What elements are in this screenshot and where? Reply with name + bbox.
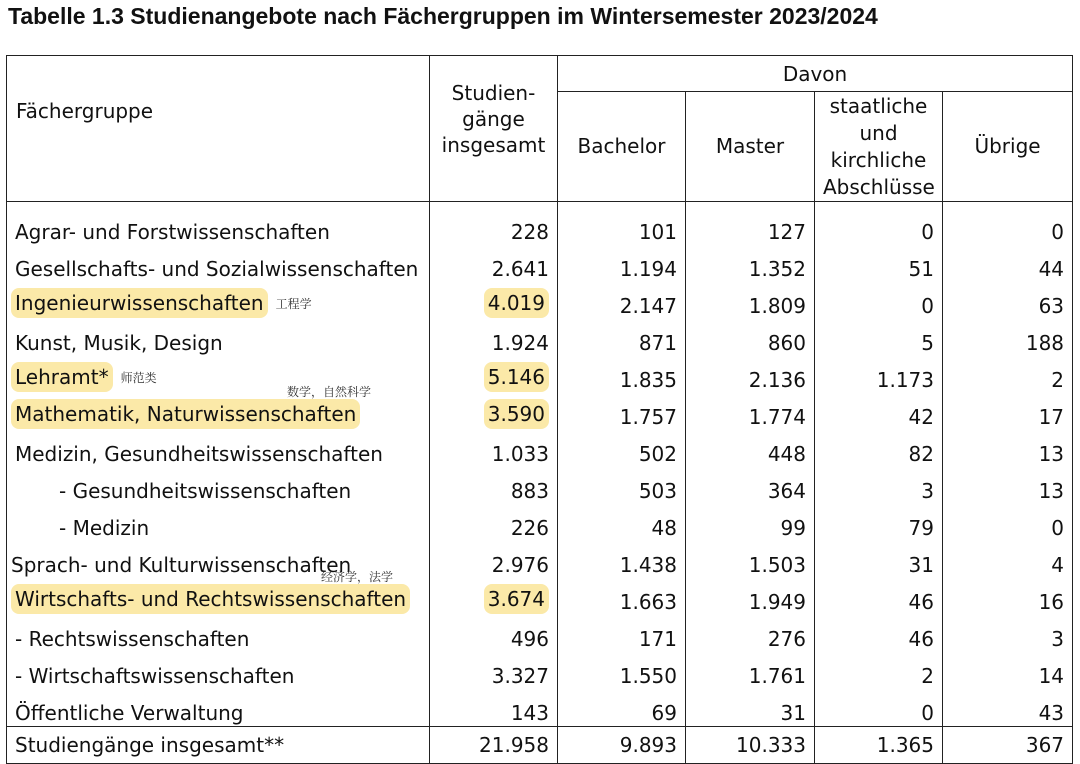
total-row-master: 10.333 xyxy=(686,727,815,764)
table-row xyxy=(7,356,1073,393)
row-name-highlighted: Lehramt* xyxy=(11,362,113,392)
row-staatliche: 2 xyxy=(815,652,943,689)
row-staatliche: 79 xyxy=(815,504,943,541)
header-master: Master xyxy=(686,92,815,202)
row-name: Medizin, Gesundheitswissenschaften xyxy=(7,430,430,467)
row-annotation: 工程学 xyxy=(275,297,312,311)
row-total: 883 xyxy=(430,467,558,504)
row-bachelor: 1.194 xyxy=(558,245,686,282)
row-uebrige: 44 xyxy=(943,245,1073,282)
row-annotation: 经济学，法学 xyxy=(321,570,394,584)
row-bachelor: 171 xyxy=(558,615,686,652)
row-uebrige: 4 xyxy=(943,541,1073,578)
row-bachelor: 48 xyxy=(558,504,686,541)
row-master: 99 xyxy=(686,504,815,541)
table-row xyxy=(7,282,1073,319)
row-staatliche: 5 xyxy=(815,319,943,356)
row-total: 1.033 xyxy=(430,430,558,467)
row-bachelor: 503 xyxy=(558,467,686,504)
row-total: 1.924 xyxy=(430,319,558,356)
row-uebrige: 17 xyxy=(943,393,1073,430)
row-name-wrap xyxy=(15,570,410,614)
total-row xyxy=(7,727,1073,764)
row-master: 1.809 xyxy=(686,282,815,319)
header-total xyxy=(430,56,558,202)
row-name-cell xyxy=(7,570,430,615)
row-master: 1.949 xyxy=(686,578,815,615)
row-bachelor: 69 xyxy=(558,689,686,727)
header-total-line2: gänge xyxy=(462,106,525,131)
row-staatliche: 0 xyxy=(815,689,943,727)
header-faechergruppe-label: Fächergruppe xyxy=(16,98,154,123)
row-total-highlighted: 4.019 xyxy=(484,288,549,318)
row-staatliche: 42 xyxy=(815,393,943,430)
row-uebrige: 43 xyxy=(943,689,1073,727)
header-staatliche-line3: kirchliche xyxy=(830,147,927,172)
row-staatliche: 1.173 xyxy=(815,356,943,393)
row-total-cell xyxy=(430,578,558,615)
row-staatliche: 46 xyxy=(815,578,943,615)
total-row-bachelor: 9.893 xyxy=(558,727,686,764)
row-name-highlighted: Ingenieurwissenschaften xyxy=(11,288,268,318)
row-name: Agrar- und Forstwissenschaften xyxy=(7,202,430,246)
row-uebrige: 13 xyxy=(943,467,1073,504)
row-bachelor: 502 xyxy=(558,430,686,467)
total-row-name: Studiengänge insgesamt** xyxy=(7,727,430,764)
row-total: 228 xyxy=(430,202,558,246)
table-row xyxy=(7,541,1073,578)
table-row xyxy=(7,652,1073,689)
row-bachelor: 1.835 xyxy=(558,356,686,393)
table-row xyxy=(7,504,1073,541)
row-total: 3.327 xyxy=(430,652,558,689)
row-staatliche: 3 xyxy=(815,467,943,504)
total-row-staatliche: 1.365 xyxy=(815,727,943,764)
row-master: 1.761 xyxy=(686,652,815,689)
row-total-highlighted: 5.146 xyxy=(484,362,549,392)
row-name-wrap xyxy=(15,385,372,429)
study-programs-table xyxy=(6,55,1073,764)
row-total-cell xyxy=(430,356,558,393)
table-row xyxy=(7,202,1073,246)
row-staatliche: 31 xyxy=(815,541,943,578)
table-title: Tabelle 1.3 Studienangebote nach Fächergruppen im Wintersemester 2023/2024 xyxy=(8,3,878,29)
row-name-highlighted: Wirtschafts- und Rechtswissenschaften xyxy=(11,584,410,614)
row-master: 364 xyxy=(686,467,815,504)
row-uebrige: 63 xyxy=(943,282,1073,319)
header-staatliche-line2: und xyxy=(859,120,898,145)
total-row-uebrige: 367 xyxy=(943,727,1073,764)
row-name: Kunst, Musik, Design xyxy=(7,319,430,356)
row-name: Sprach- und Kulturwissenschaften xyxy=(7,541,430,578)
header-staatliche xyxy=(815,92,943,202)
header-uebrige: Übrige xyxy=(943,92,1073,202)
header-staatliche-line1: staatliche xyxy=(829,93,928,118)
row-master: 1.503 xyxy=(686,541,815,578)
row-master: 1.774 xyxy=(686,393,815,430)
row-uebrige: 188 xyxy=(943,319,1073,356)
row-bachelor: 1.438 xyxy=(558,541,686,578)
row-master: 276 xyxy=(686,615,815,652)
header-davon: Davon xyxy=(558,56,1073,92)
table-row xyxy=(7,689,1073,727)
row-name: - Gesundheitswissenschaften xyxy=(7,467,430,504)
row-name-highlighted: Mathematik, Naturwissenschaften xyxy=(11,399,360,429)
header-total-line3: insgesamt xyxy=(441,132,546,157)
row-name: - Medizin xyxy=(7,504,430,541)
header-staatliche-line4: Abschlüsse xyxy=(823,174,935,199)
total-row-total: 21.958 xyxy=(430,727,558,764)
row-uebrige: 3 xyxy=(943,615,1073,652)
row-total-highlighted: 3.590 xyxy=(484,399,549,429)
row-uebrige: 14 xyxy=(943,652,1073,689)
table-row xyxy=(7,578,1073,615)
row-name: Gesellschafts- und Sozialwissenschaften xyxy=(7,245,430,282)
row-master: 31 xyxy=(686,689,815,727)
row-total-cell xyxy=(430,282,558,319)
header-faechergruppe xyxy=(7,56,430,202)
table-row xyxy=(7,430,1073,467)
table-row xyxy=(7,615,1073,652)
row-bachelor: 1.663 xyxy=(558,578,686,615)
row-name: - Wirtschaftswissenschaften xyxy=(7,652,430,689)
row-bachelor: 1.550 xyxy=(558,652,686,689)
row-name: - Rechtswissenschaften xyxy=(7,615,430,652)
row-name-cell xyxy=(7,385,430,430)
row-name: Öffentliche Verwaltung xyxy=(7,689,430,727)
table-row xyxy=(7,319,1073,356)
table-row xyxy=(7,245,1073,282)
row-master: 2.136 xyxy=(686,356,815,393)
row-total-highlighted: 3.674 xyxy=(484,584,549,614)
row-uebrige: 0 xyxy=(943,202,1073,246)
row-bachelor: 1.757 xyxy=(558,393,686,430)
row-total: 2.641 xyxy=(430,245,558,282)
row-total: 496 xyxy=(430,615,558,652)
row-staatliche: 82 xyxy=(815,430,943,467)
row-annotation: 数学，自然科学 xyxy=(287,385,372,399)
row-master: 448 xyxy=(686,430,815,467)
row-master: 860 xyxy=(686,319,815,356)
row-master: 1.352 xyxy=(686,245,815,282)
table-row xyxy=(7,467,1073,504)
row-master: 127 xyxy=(686,202,815,246)
header-bachelor: Bachelor xyxy=(558,92,686,202)
row-total: 226 xyxy=(430,504,558,541)
row-staatliche: 0 xyxy=(815,202,943,246)
row-name-cell xyxy=(7,282,430,319)
row-uebrige: 0 xyxy=(943,504,1073,541)
row-uebrige: 16 xyxy=(943,578,1073,615)
row-staatliche: 46 xyxy=(815,615,943,652)
row-staatliche: 0 xyxy=(815,282,943,319)
row-uebrige: 2 xyxy=(943,356,1073,393)
row-total-cell xyxy=(430,393,558,430)
header-total-line1: Studien- xyxy=(451,80,536,105)
row-bachelor: 2.147 xyxy=(558,282,686,319)
table-row xyxy=(7,393,1073,430)
row-total: 2.976 xyxy=(430,541,558,578)
row-annotation: 师范类 xyxy=(120,371,157,385)
row-uebrige: 13 xyxy=(943,430,1073,467)
row-bachelor: 871 xyxy=(558,319,686,356)
row-total: 143 xyxy=(430,689,558,727)
row-bachelor: 101 xyxy=(558,202,686,246)
row-staatliche: 51 xyxy=(815,245,943,282)
